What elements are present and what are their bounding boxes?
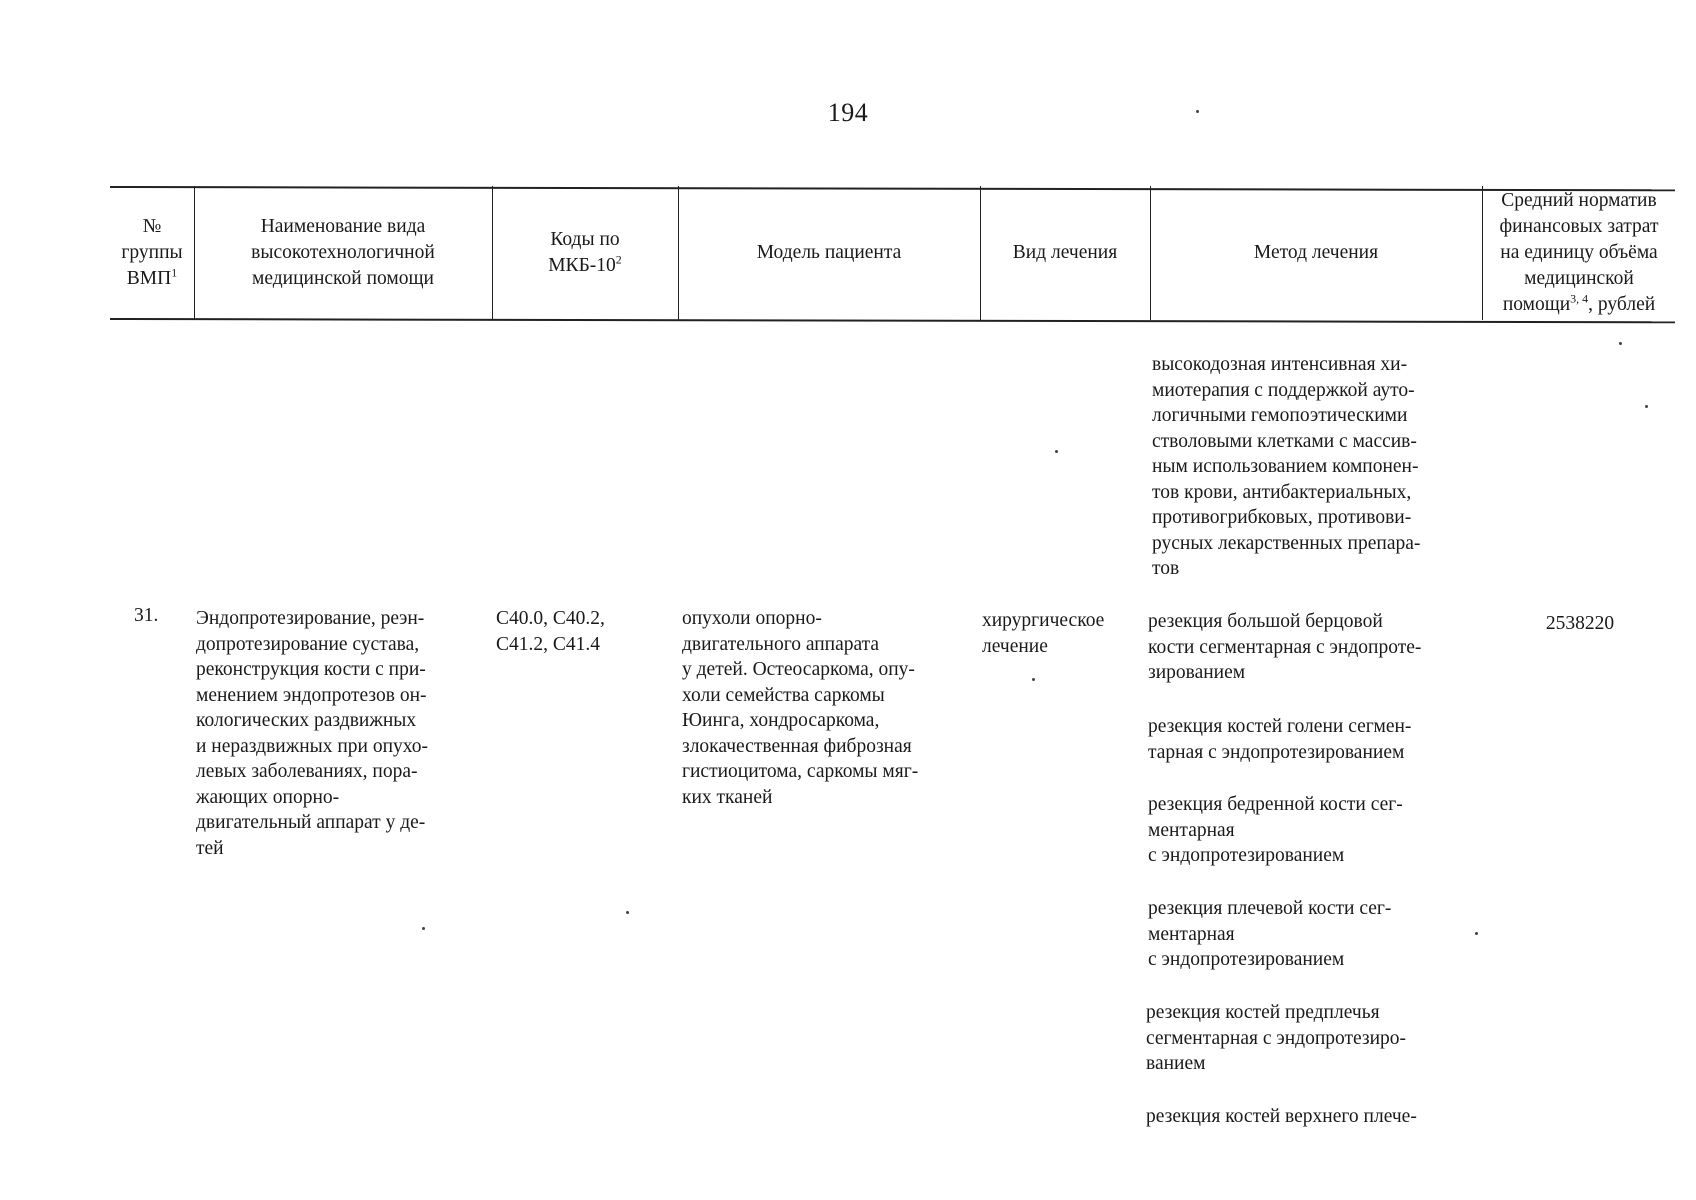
header-patient-model-text: Модель пациента xyxy=(756,242,902,263)
column-divider xyxy=(1150,186,1151,320)
scan-speck xyxy=(1032,678,1035,681)
row-cost: 2538220 xyxy=(1545,613,1615,634)
row-icd-codes: C40.0, C40.2, C41.2, C41.4 xyxy=(496,608,605,655)
header-icd-codes xyxy=(494,190,676,316)
column-divider xyxy=(492,186,493,320)
header-group-no xyxy=(112,190,192,316)
row-method-1: резекция большой берцовой кости сегментарная с эндопроте- зированием xyxy=(1148,611,1422,683)
page-number: 194 xyxy=(827,98,869,127)
row-method-3: резекция бедренной кости сег- ментарная с эндопротезированием xyxy=(1148,794,1403,866)
header-treatment-method xyxy=(1152,190,1480,316)
row-method-6: резекция костей верхнего плече- xyxy=(1146,1106,1417,1127)
column-divider xyxy=(980,186,981,320)
column-divider xyxy=(1482,186,1483,320)
header-care-name-text: Наименование вида высокотехнологичной медицинской помощи xyxy=(251,216,435,289)
row-method-2: резекция костей голени сегмен- тарная с эндопротезированием xyxy=(1148,716,1412,763)
header-cost-text: Средний норматив финансовых затрат на единицу объёма медицинской помощи xyxy=(1499,190,1659,315)
column-divider xyxy=(678,186,679,320)
header-cost-unit: , рублей xyxy=(1588,294,1656,315)
header-icd-codes-footnote: 2 xyxy=(615,252,622,267)
row-group-no: 31. xyxy=(134,605,159,626)
header-group-no-footnote: 1 xyxy=(171,265,178,280)
header-group-no-text: № группы ВМП xyxy=(121,216,183,289)
header-treatment-type xyxy=(982,190,1148,316)
header-cost xyxy=(1484,190,1674,316)
continuation-method: высокодозная интенсивная хи- миотерапия с поддержкой ауто- логичными гемопоэтическими стволовыми клетками с массив- ным использованием компонен- тов крови, антибактериальных, противогрибковых, противови- русных лекарственных препара- тов xyxy=(1152,354,1421,579)
scan-speck xyxy=(422,927,425,930)
header-icd-codes-text: Коды по МКБ-10 xyxy=(548,229,620,276)
column-divider xyxy=(194,186,195,320)
row-care-name: Эндопротезирование, реэн- допротезирование сустава, реконструкция кости с при- менением эндопротезов он- кологических раздвижных и нераздвижных при опухо- левых заболеваниях, пора- жающих опорно- двигательный аппарат у де- тей xyxy=(196,608,429,859)
scan-speck xyxy=(1055,450,1058,453)
header-care-name xyxy=(196,190,490,316)
row-method-5: резекция костей предплечья сегментарная с эндопротезиро- ванием xyxy=(1146,1002,1407,1074)
scan-speck xyxy=(1475,932,1478,935)
header-treatment-method-text: Метод лечения xyxy=(1253,242,1379,263)
scan-speck xyxy=(1619,342,1622,345)
header-cost-footnote: 3, 4 xyxy=(1570,291,1589,306)
scan-speck xyxy=(1645,405,1648,408)
scan-speck xyxy=(1196,110,1199,113)
table-header-bottom-rule xyxy=(110,318,1675,323)
header-treatment-type-text: Вид лечения xyxy=(1012,242,1118,263)
header-patient-model xyxy=(680,190,978,316)
scan-speck xyxy=(626,911,629,914)
row-treatment-type: хирургическое лечение xyxy=(982,610,1105,657)
row-patient-model: опухоли опорно- двигательного аппарата у детей. Остеосаркома, опу- холи семейства саркомы Юинга, хондросаркома, злокачественная фиброзная гистиоцитома, саркомы мяг- ких тканей xyxy=(682,608,919,808)
row-method-4: резекция плечевой кости сег- ментарная с эндопротезированием xyxy=(1148,898,1392,970)
